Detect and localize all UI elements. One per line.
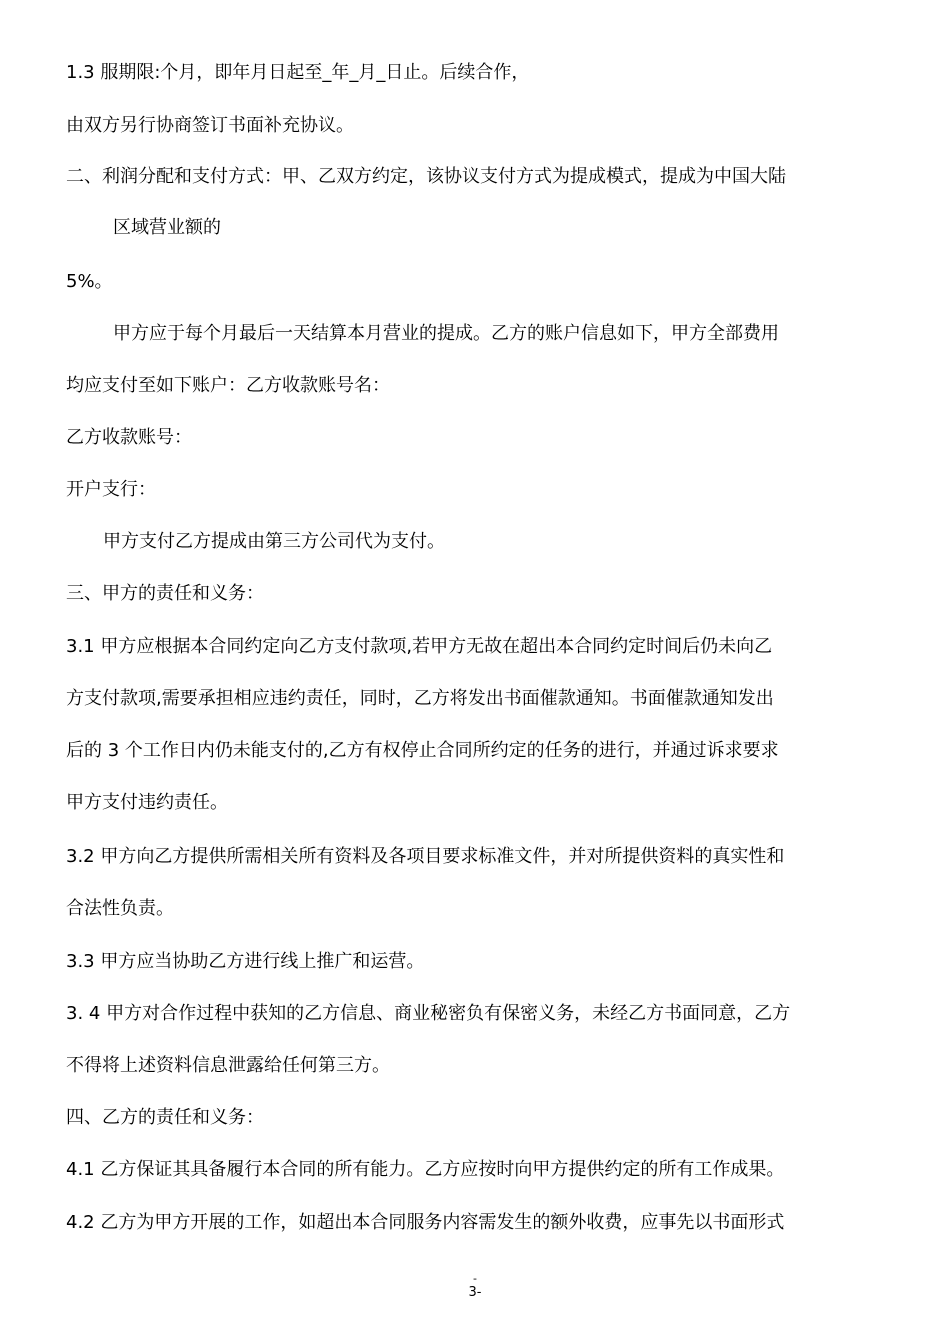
term-clause-1-3-cont: 由双方另行协商签订书面补充协议。 xyxy=(66,115,354,136)
clause-3-2: 3.2 甲方向乙方提供所需相关所有资料及各项目要求标准文件，并对所提供资料的真实性和 xyxy=(66,846,785,867)
account-number-line: 乙方收款账号： xyxy=(66,427,192,448)
clause-4-2: 4.2 乙方为甲方开展的工作，如超出本合同服务内容需发生的额外收费，应事先以书面形式 xyxy=(66,1212,785,1233)
clause-3-4-cont: 不得将上述资料信息泄露给任何第三方。 xyxy=(66,1055,390,1076)
clause-3-4: 3. 4 甲方对合作过程中获知的乙方信息、商业秘密负有保密义务，未经乙方书面同意，乙方 xyxy=(66,1003,791,1024)
account-name-line: 均应支付至如下账户：乙方收款账号名： xyxy=(66,375,390,396)
section-2-heading: 二、利润分配和支付方式：甲、乙双方约定，该协议支付方式为提成模式，提成为中国大陆 xyxy=(66,166,786,187)
commission-rate: 5%。 xyxy=(66,271,113,292)
section-2-cont: 区域营业额的 xyxy=(113,217,221,238)
term-clause-1-3: 1.3 服期限:个月，即年月日起至_年_月_日止。后续合作， xyxy=(66,62,530,83)
clause-3-1-cont-1: 方支付款项,需要承担相应违约责任，同时，乙方将发出书面催款通知。书面催款通知发出 xyxy=(66,688,774,709)
clause-3-1-cont-3: 甲方支付违约责任。 xyxy=(66,792,228,813)
bank-branch-line: 开户支行： xyxy=(66,479,156,500)
clause-3-3: 3.3 甲方应当协助乙方进行线上推广和运营。 xyxy=(66,951,425,972)
section-3-heading: 三、甲方的责任和义务： xyxy=(66,583,264,604)
clause-4-1: 4.1 乙方保证其具备履行本合同的所有能力。乙方应按时向甲方提供约定的所有工作成果。 xyxy=(66,1159,785,1180)
page-footer-dash: - xyxy=(473,1272,477,1285)
clause-3-1: 3.1 甲方应根据本合同约定向乙方支付款项,若甲方无故在超出本合同约定时间后仍未向乙 xyxy=(66,636,773,657)
section-4-heading: 四、乙方的责任和义务： xyxy=(66,1107,264,1128)
third-party-payment: 甲方支付乙方提成由第三方公司代为支付。 xyxy=(103,531,445,552)
page-number: 3- xyxy=(468,1285,482,1300)
clause-3-1-cont-2: 后的 3 个工作日内仍未能支付的,乙方有权停止合同所约定的任务的进行，并通过诉求要求 xyxy=(66,740,779,761)
settlement-paragraph: 甲方应于每个月最后一天结算本月营业的提成。乙方的账户信息如下，甲方全部费用 xyxy=(113,323,779,344)
clause-3-2-cont: 合法性负责。 xyxy=(66,898,174,919)
